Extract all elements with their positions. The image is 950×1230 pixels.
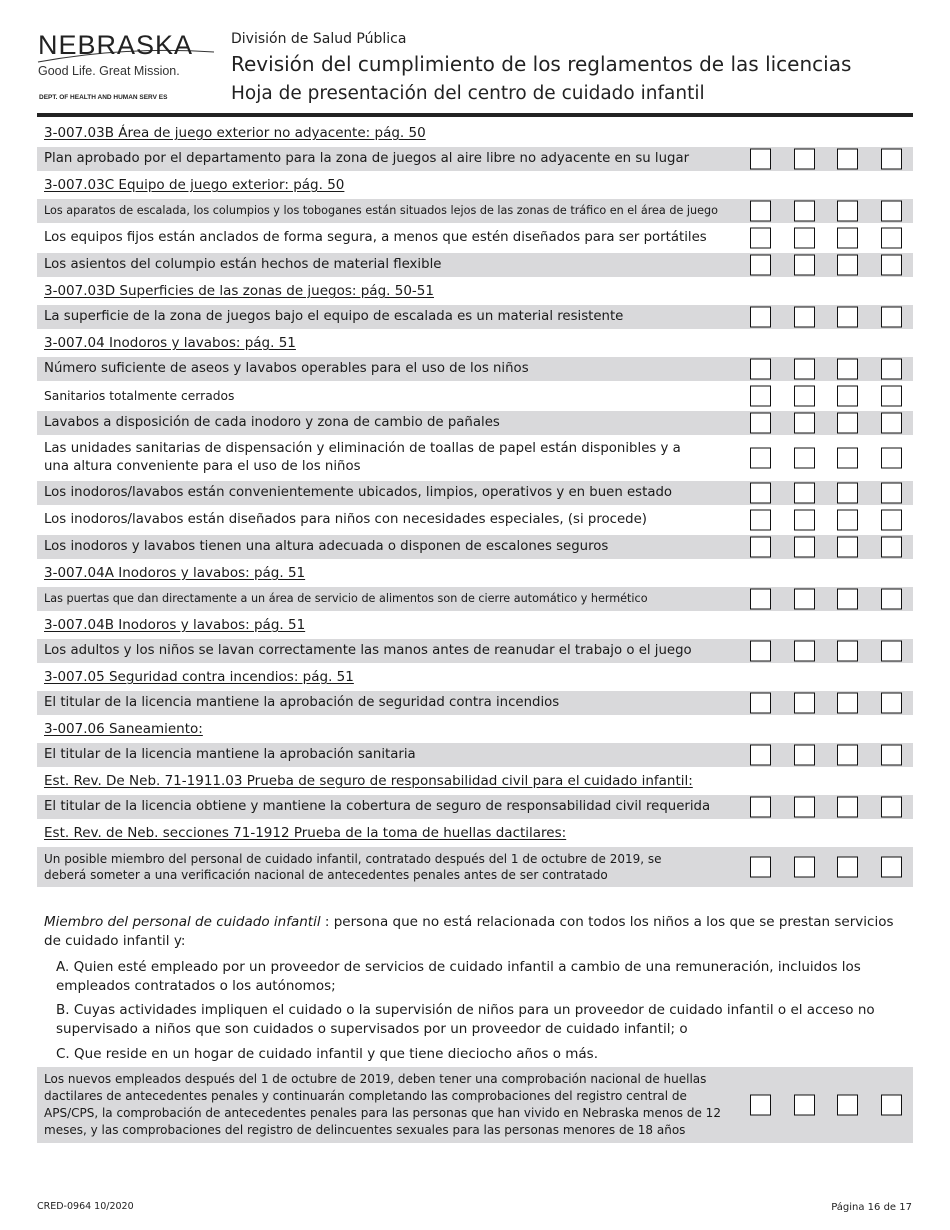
checkbox[interactable] bbox=[837, 1095, 858, 1116]
checkbox[interactable] bbox=[881, 797, 902, 818]
checkbox[interactable] bbox=[750, 537, 771, 558]
section-title: 3-007.05 Seguridad contra incendios: pág. 51 bbox=[44, 669, 354, 685]
section-header bbox=[37, 822, 913, 844]
checkbox[interactable] bbox=[794, 510, 815, 531]
checkbox[interactable] bbox=[750, 693, 771, 714]
row-text: Los equipos fijos están anclados de forma segura, a menos que estén diseñados para ser portátiles bbox=[44, 230, 707, 245]
checkbox-group bbox=[750, 307, 913, 328]
section-title: 3-007.04B Inodoros y lavabos: pág. 51 bbox=[44, 617, 306, 633]
row-text: Las puertas que dan directamente a un área de servicio de alimentos son de cierre automático y hermético bbox=[44, 592, 648, 605]
checklist-row bbox=[37, 795, 913, 819]
checklist-row bbox=[37, 357, 913, 381]
checkbox[interactable] bbox=[794, 201, 815, 222]
checkbox[interactable] bbox=[750, 228, 771, 249]
section-header bbox=[37, 174, 913, 196]
checkbox[interactable] bbox=[750, 745, 771, 766]
list-text: Quien esté empleado por un proveedor de servicios de cuidado infantil a cambio de una remuneración, incluidos los empleados contratados o los autónomos; bbox=[56, 959, 861, 994]
list-text: Que reside en un hogar de cuidado infantil y que tiene dieciocho años o más. bbox=[74, 1046, 598, 1062]
list-item bbox=[56, 1045, 906, 1064]
checkbox[interactable] bbox=[881, 745, 902, 766]
page-title: Revisión del cumplimiento de los reglamentos de las licencias bbox=[231, 52, 852, 76]
row-text: Los asientos del columpio están hechos de material flexible bbox=[44, 257, 442, 272]
list-marker: B. bbox=[56, 1002, 70, 1018]
checkbox-group bbox=[750, 255, 913, 276]
checkbox[interactable] bbox=[881, 413, 902, 434]
checkbox-group bbox=[750, 386, 913, 407]
checkbox[interactable] bbox=[794, 483, 815, 504]
checkbox[interactable] bbox=[881, 201, 902, 222]
checkbox[interactable] bbox=[837, 359, 858, 380]
nebraska-logo bbox=[36, 30, 216, 110]
checkbox[interactable] bbox=[750, 149, 771, 170]
definition-block bbox=[44, 913, 914, 1062]
checkbox[interactable] bbox=[794, 857, 815, 878]
checklist-row bbox=[37, 147, 913, 171]
section-header bbox=[37, 280, 913, 302]
checklist-row bbox=[37, 384, 913, 408]
section-header bbox=[37, 332, 913, 354]
checkbox[interactable] bbox=[794, 1095, 815, 1116]
checkbox[interactable] bbox=[794, 745, 815, 766]
section-title: 3-007.04A Inodoros y lavabos: pág. 51 bbox=[44, 565, 306, 581]
checkbox[interactable] bbox=[837, 857, 858, 878]
checkbox[interactable] bbox=[881, 386, 902, 407]
list-item bbox=[56, 1001, 906, 1039]
checklist-row bbox=[37, 199, 913, 223]
section-title: 3-007.06 Saneamiento: bbox=[44, 721, 203, 737]
checkbox-group bbox=[750, 448, 913, 469]
checklist-row bbox=[37, 587, 913, 611]
checkbox[interactable] bbox=[837, 693, 858, 714]
checkbox[interactable] bbox=[794, 448, 815, 469]
row-text: Número suficiente de aseos y lavabos operables para el uso de los niños bbox=[44, 361, 529, 376]
checkbox[interactable] bbox=[794, 641, 815, 662]
checklist-row bbox=[37, 305, 913, 329]
row-text: Los nuevos empleados después del 1 de octubre de 2019, deben tener una comprobación nacional de huellas dactilares de antecedentes penales y continuarán completando las comprobaciones del registro central de APS/CPS, la comprobación de antecedentes penales para las personas que han vivido en Nebraska menos de 12 meses, y las comprobaciones del registro de delincuentes sexuales para las personas menores de 18 años bbox=[44, 1072, 721, 1137]
checkbox-group bbox=[750, 201, 913, 222]
checkbox[interactable] bbox=[881, 1095, 902, 1116]
checkbox[interactable] bbox=[794, 589, 815, 610]
checkbox[interactable] bbox=[881, 857, 902, 878]
form-id: CRED-0964 10/2020 bbox=[37, 1201, 134, 1212]
checkbox-group bbox=[750, 693, 913, 714]
row-text: Los inodoros/lavabos están diseñados para niños con necesidades especiales, (si procede) bbox=[44, 512, 647, 527]
checkbox[interactable] bbox=[881, 641, 902, 662]
checkbox[interactable] bbox=[837, 201, 858, 222]
checkbox[interactable] bbox=[837, 483, 858, 504]
checklist-table bbox=[37, 122, 913, 890]
checkbox-group bbox=[750, 537, 913, 558]
checkbox[interactable] bbox=[794, 537, 815, 558]
division-label: División de Salud Pública bbox=[231, 31, 407, 47]
checkbox[interactable] bbox=[881, 255, 902, 276]
section-title: 3-007.04 Inodoros y lavabos: pág. 51 bbox=[44, 335, 296, 351]
page-subtitle: Hoja de presentación del centro de cuidado infantil bbox=[231, 83, 705, 104]
checkbox[interactable] bbox=[750, 1095, 771, 1116]
row-text: Un posible miembro del personal de cuidado infantil, contratado después del 1 de octubre de 2019, se deberá someter a una verificación nacional de antecedentes penales antes de ser contratado bbox=[44, 852, 662, 882]
checkbox[interactable] bbox=[794, 149, 815, 170]
checkbox[interactable] bbox=[750, 255, 771, 276]
checkbox[interactable] bbox=[750, 589, 771, 610]
checkbox[interactable] bbox=[750, 307, 771, 328]
checklist-row bbox=[37, 847, 913, 887]
section-header bbox=[37, 122, 913, 144]
checkbox[interactable] bbox=[837, 255, 858, 276]
checklist-row bbox=[37, 508, 913, 532]
checkbox[interactable] bbox=[794, 386, 815, 407]
checkbox[interactable] bbox=[750, 797, 771, 818]
checkbox[interactable] bbox=[794, 413, 815, 434]
logo-wordmark: NEBRASKA bbox=[38, 30, 194, 60]
row-text: Plan aprobado por el departamento para la zona de juegos al aire libre no adyacente en su lugar bbox=[44, 151, 690, 166]
checklist-row bbox=[37, 535, 913, 559]
checkbox[interactable] bbox=[794, 228, 815, 249]
checkbox[interactable] bbox=[794, 359, 815, 380]
list-text: Cuyas actividades impliquen el cuidado o la supervisión de niños para un proveedor de cuidado infantil o el acceso no supervisado a niños que son cuidados o supervisados por un proveedor de cuidado infantil; o bbox=[56, 1002, 875, 1037]
checkbox[interactable] bbox=[881, 307, 902, 328]
checkbox[interactable] bbox=[881, 589, 902, 610]
checkbox-group bbox=[750, 483, 913, 504]
checklist-row bbox=[37, 411, 913, 435]
checkbox[interactable] bbox=[881, 537, 902, 558]
checkbox[interactable] bbox=[837, 589, 858, 610]
section-title: Est. Rev. de Neb. secciones 71-1912 Prueba de la toma de huellas dactilares: bbox=[44, 825, 567, 841]
list-marker: C. bbox=[56, 1046, 70, 1062]
checkbox-group bbox=[750, 510, 913, 531]
definition-intro bbox=[44, 913, 914, 951]
section-title: 3-007.03B Área de juego exterior no adyacente: pág. 50 bbox=[44, 125, 426, 141]
section-header bbox=[37, 666, 913, 688]
dept-name: DEPT. OF HEALTH AND HUMAN SERV ES bbox=[39, 94, 168, 101]
row-text: Los aparatos de escalada, los columpios y los toboganes están situados lejos de las zonas de tráfico en el área de juego bbox=[44, 204, 718, 217]
checkbox-group bbox=[750, 413, 913, 434]
checkbox[interactable] bbox=[750, 448, 771, 469]
row-text: La superficie de la zona de juegos bajo el equipo de escalada es un material resistente bbox=[44, 309, 624, 324]
checkbox-group bbox=[750, 359, 913, 380]
checkbox[interactable] bbox=[750, 857, 771, 878]
checkbox[interactable] bbox=[837, 510, 858, 531]
section-title: Est. Rev. De Neb. 71-1911.03 Prueba de seguro de responsabilidad civil para el cuidado infantil: bbox=[44, 773, 693, 789]
logo-tagline: Good Life. Great Mission. bbox=[38, 64, 180, 78]
checkbox[interactable] bbox=[837, 386, 858, 407]
checkbox[interactable] bbox=[881, 359, 902, 380]
checkbox[interactable] bbox=[881, 448, 902, 469]
checkbox[interactable] bbox=[750, 413, 771, 434]
section-header bbox=[37, 562, 913, 584]
section-title: 3-007.03C Equipo de juego exterior: pág. 50 bbox=[44, 177, 345, 193]
checkbox[interactable] bbox=[794, 255, 815, 276]
section-header bbox=[37, 718, 913, 740]
checkbox[interactable] bbox=[837, 641, 858, 662]
checkbox-group bbox=[750, 797, 913, 818]
checkbox-group bbox=[750, 1095, 913, 1116]
checklist-row bbox=[37, 438, 913, 478]
section-title: 3-007.03D Superficies de las zonas de juegos: pág. 50-51 bbox=[44, 283, 434, 299]
row-text: Los adultos y los niños se lavan correctamente las manos antes de reanudar el trabajo o el juego bbox=[44, 643, 692, 658]
checkbox[interactable] bbox=[881, 228, 902, 249]
checkbox[interactable] bbox=[881, 483, 902, 504]
checkbox[interactable] bbox=[881, 693, 902, 714]
section-header bbox=[37, 770, 913, 792]
row-text: Los inodoros y lavabos tienen una altura adecuada o disponen de escalones seguros bbox=[44, 539, 609, 554]
checkbox-group bbox=[750, 641, 913, 662]
definition-term: Miembro del personal de cuidado infantil bbox=[44, 914, 321, 930]
checkbox[interactable] bbox=[750, 386, 771, 407]
checklist-row bbox=[37, 1067, 913, 1143]
page-number: Página 16 de 17 bbox=[831, 1202, 912, 1213]
row-text: El titular de la licencia obtiene y mantiene la cobertura de seguro de responsabilidad civil requerida bbox=[44, 799, 711, 814]
list-marker: A. bbox=[56, 959, 70, 975]
row-text: El titular de la licencia mantiene la aprobación de seguridad contra incendios bbox=[44, 695, 560, 710]
row-text: Los inodoros/lavabos están convenientemente ubicados, limpios, operativos y en buen estado bbox=[44, 485, 673, 500]
checkbox-group bbox=[750, 589, 913, 610]
checklist-row bbox=[37, 691, 913, 715]
row-text: El titular de la licencia mantiene la aprobación sanitaria bbox=[44, 747, 416, 762]
checkbox-group bbox=[750, 149, 913, 170]
checklist-row bbox=[37, 639, 913, 663]
checkbox[interactable] bbox=[837, 413, 858, 434]
header-rule bbox=[37, 113, 913, 117]
checkbox[interactable] bbox=[750, 201, 771, 222]
checklist-table-final bbox=[37, 1067, 913, 1146]
checklist-row bbox=[37, 481, 913, 505]
checkbox-group bbox=[750, 228, 913, 249]
checkbox-group bbox=[750, 745, 913, 766]
checkbox[interactable] bbox=[837, 797, 858, 818]
checkbox[interactable] bbox=[881, 510, 902, 531]
checkbox[interactable] bbox=[794, 797, 815, 818]
row-text: Sanitarios totalmente cerrados bbox=[44, 389, 235, 403]
checklist-row bbox=[37, 226, 913, 250]
checkbox[interactable] bbox=[794, 307, 815, 328]
checkbox[interactable] bbox=[794, 693, 815, 714]
checkbox[interactable] bbox=[750, 359, 771, 380]
checkbox[interactable] bbox=[837, 228, 858, 249]
checklist-row bbox=[37, 253, 913, 277]
checkbox[interactable] bbox=[750, 641, 771, 662]
section-header bbox=[37, 614, 913, 636]
checkbox[interactable] bbox=[837, 307, 858, 328]
checklist-row bbox=[37, 743, 913, 767]
checkbox[interactable] bbox=[750, 510, 771, 531]
checkbox[interactable] bbox=[750, 483, 771, 504]
checkbox[interactable] bbox=[837, 149, 858, 170]
definition-text: : persona que no está relacionada con todos los niños a los que se prestan servicios de cuidado infantil y: bbox=[44, 914, 894, 949]
row-text: Lavabos a disposición de cada inodoro y zona de cambio de pañales bbox=[44, 415, 500, 430]
checkbox-group bbox=[750, 857, 913, 878]
checkbox[interactable] bbox=[837, 448, 858, 469]
checkbox[interactable] bbox=[837, 537, 858, 558]
row-text: Las unidades sanitarias de dispensación y eliminación de toallas de papel están disponibles y a una altura conveniente para el uso de los niños bbox=[44, 441, 681, 474]
checkbox[interactable] bbox=[837, 745, 858, 766]
list-item bbox=[56, 958, 906, 996]
checkbox[interactable] bbox=[881, 149, 902, 170]
